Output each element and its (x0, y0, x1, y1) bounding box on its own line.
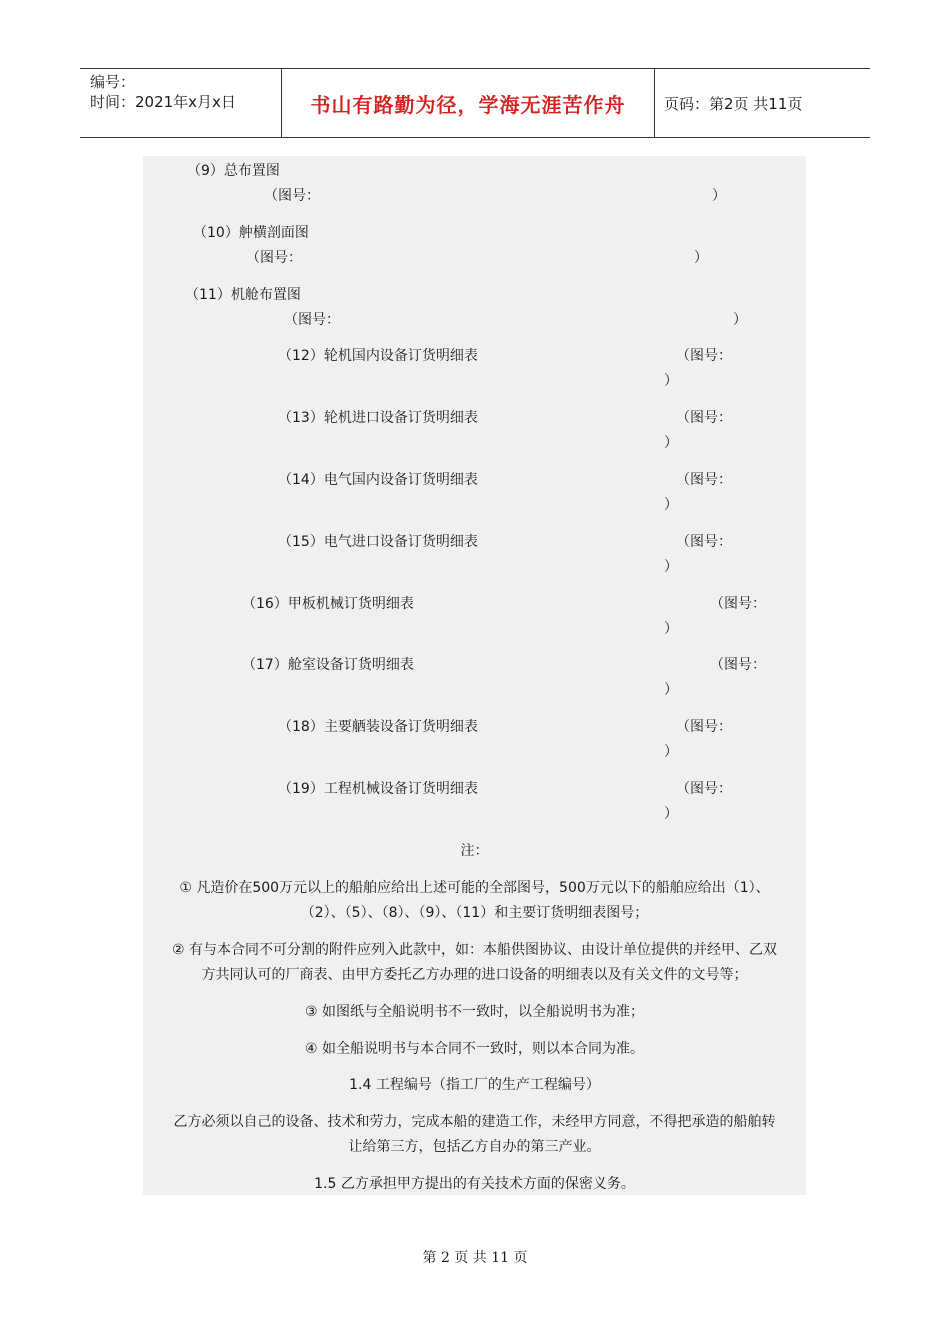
note-2-line-2: 方共同认可的厂商表、由甲方委托乙方办理的进口设备的明细表以及有关文件的文号等； (201, 967, 748, 983)
drawing-item-ref: （图号： (676, 472, 732, 488)
drawing-item-label: （15）电气进口设备订货明细表 (278, 534, 478, 550)
drawing-item-ref: （图号： (284, 312, 340, 328)
drawing-item-ref: （图号： (676, 534, 732, 550)
note-3: ③ 如图纸与全船说明书不一致时，以全船说明书为准； (305, 1004, 644, 1020)
drawing-item-close: ） (733, 312, 747, 328)
drawing-item-close: ） (664, 435, 678, 451)
drawing-item-ref: （图号： (264, 188, 320, 204)
drawing-item-close: ） (664, 373, 678, 389)
note-1-line-2: （2）、（5）、（8）、（9）、（11）和主要订货明细表图号； (300, 905, 649, 921)
drawing-item-label: （19）工程机械设备订货明细表 (278, 781, 478, 797)
drawing-item-label: （12）轮机国内设备订货明细表 (278, 348, 478, 364)
document-date-label: 时间：2021年x月x日 (90, 93, 236, 111)
drawing-item-ref: （图号： (676, 719, 732, 735)
drawing-item-close: ） (664, 559, 678, 575)
header-motto-cell (281, 69, 655, 137)
drawing-item-label: （16）甲板机械订货明细表 (242, 596, 414, 612)
note-1-line-1: ① 凡造价在500万元以上的船舶应给出上述可能的全部图号，500万元以下的船舶应给出（1）、 (179, 880, 770, 896)
document-number-label: 编号： (90, 73, 136, 91)
header-motto: 书山有路勤为径，学海无涯苦作舟 (310, 92, 626, 117)
drawing-item-ref: （图号： (676, 781, 732, 797)
paragraph-line-2: 让给第三方，包括乙方自办的第三产业。 (348, 1139, 601, 1155)
section-1-4-heading: 1.4 工程编号（指工厂的生产工程编号） (349, 1077, 600, 1093)
drawing-item-label: （14）电气国内设备订货明细表 (278, 472, 478, 488)
drawing-item-ref: （图号： (710, 596, 766, 612)
drawing-item-label: （17）舱室设备订货明细表 (242, 657, 414, 673)
drawing-item-close: ） (664, 806, 678, 822)
drawing-item-ref: （图号： (246, 250, 302, 266)
drawing-item-close: ） (664, 497, 678, 513)
drawing-item-close: ） (694, 250, 708, 266)
paragraph-line-1: 乙方必须以自己的设备、技术和劳力，完成本船的建造工作，未经甲方同意，不得把承造的船舶转 (173, 1114, 776, 1130)
section-1-5-text: 1.5 乙方承担甲方提出的有关技术方面的保密义务。 (314, 1176, 635, 1192)
drawing-item-label: （18）主要舾装设备订货明细表 (278, 719, 478, 735)
drawing-item-ref: （图号： (710, 657, 766, 673)
drawing-item-ref: （图号： (676, 410, 732, 426)
note-2-line-1: ② 有与本合同不可分割的附件应列入此款中，如：本船供图协议、由设计单位提供的并经甲、乙双 (172, 942, 777, 958)
header-page-info: 页码：第2页 共11页 (664, 94, 803, 113)
drawing-item-label: （10）舯横剖面图 (193, 225, 309, 241)
page-header (80, 68, 870, 138)
header-meta-cell (80, 69, 281, 137)
drawing-item-label: （11）机舱布置图 (185, 287, 301, 303)
notes-title: 注： (460, 843, 489, 859)
drawing-item-close: ） (712, 188, 726, 204)
drawing-item-close: ） (664, 682, 678, 698)
drawing-item-close: ） (664, 744, 678, 760)
drawing-item-ref: （图号： (676, 348, 732, 364)
drawing-item-label: （9）总布置图 (187, 163, 280, 179)
drawing-item-label: （13）轮机进口设备订货明细表 (278, 410, 478, 426)
note-4: ④ 如全船说明书与本合同不一致时，则以本合同为准。 (305, 1041, 644, 1057)
header-page-cell (654, 69, 870, 137)
drawing-item-close: ） (664, 621, 678, 637)
page-footer: 第 2 页 共 11 页 (422, 1250, 528, 1266)
